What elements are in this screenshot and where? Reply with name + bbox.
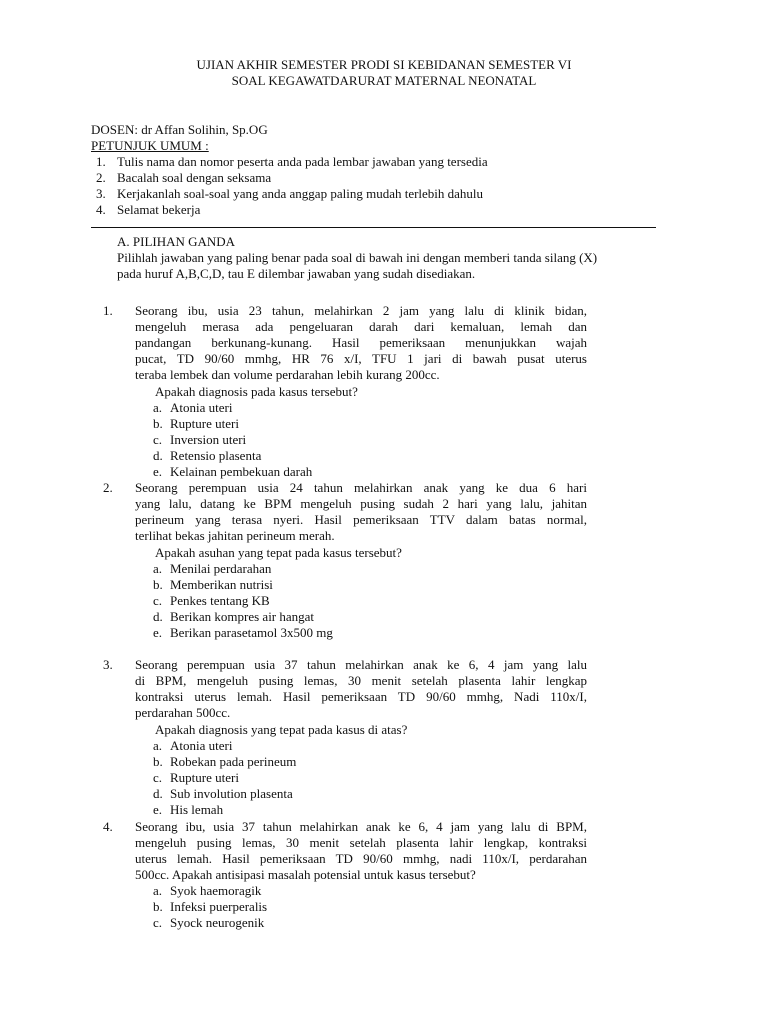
question-number: 2. bbox=[103, 480, 113, 495]
question-stem bbox=[135, 480, 587, 544]
option-text: His lemah bbox=[170, 802, 224, 817]
instruction-item: Tulis nama dan nomor peserta anda pada lembar jawaban yang tersedia bbox=[117, 154, 488, 169]
answer-option bbox=[153, 802, 223, 818]
stem-line: pandangan berkunang-kunang. Hasil pemeriksaan menunjukkan wajah bbox=[135, 335, 587, 350]
section-instruction: Pilihlah jawaban yang paling benar pada soal di bawah ini dengan memberi tanda silang (X) bbox=[117, 250, 598, 265]
option-text: Sub involution plasenta bbox=[170, 786, 293, 801]
stem-line: mengeluh merasa ada pengeluaran darah dari kemaluan, lemah dan bbox=[135, 319, 587, 334]
answer-option bbox=[153, 448, 261, 464]
option-letter: c. bbox=[153, 770, 163, 785]
option-text: Atonia uteri bbox=[170, 738, 233, 753]
stem-line: perdarahan 500cc. bbox=[135, 705, 231, 720]
answer-option bbox=[153, 593, 270, 609]
answer-option bbox=[153, 899, 267, 915]
option-text: Infeksi puerperalis bbox=[170, 899, 268, 914]
question-number: 3. bbox=[103, 657, 113, 672]
stem-line: mengeluh pusing lemas, 30 menit setelah plasenta lahir lengkap, kontraksi bbox=[135, 835, 587, 850]
question-prompt: Apakah diagnosis pada kasus tersebut? bbox=[155, 384, 358, 399]
option-letter: a. bbox=[153, 883, 163, 898]
option-letter: b. bbox=[153, 899, 163, 914]
option-letter: b. bbox=[153, 416, 163, 431]
answer-option bbox=[153, 577, 273, 593]
option-letter: d. bbox=[153, 609, 163, 624]
option-text: Kelainan pembekuan darah bbox=[170, 464, 313, 479]
option-text: Syok haemoragik bbox=[170, 883, 262, 898]
answer-option bbox=[153, 464, 312, 480]
question-stem bbox=[135, 303, 587, 383]
question-number: 4. bbox=[103, 819, 113, 834]
instruction-number: 3. bbox=[96, 186, 106, 201]
option-letter: b. bbox=[153, 577, 163, 592]
option-letter: c. bbox=[153, 915, 163, 930]
option-letter: a. bbox=[153, 738, 163, 753]
stem-line: yang lalu, datang ke BPM mengeluh pusing sudah 2 hari yang lalu, jahitan bbox=[135, 496, 587, 511]
option-text: Berikan kompres air hangat bbox=[170, 609, 315, 624]
section-instruction: pada huruf A,B,C,D, tau E dilembar jawaban yang sudah disediakan. bbox=[117, 266, 476, 281]
question-stem bbox=[135, 657, 587, 721]
option-letter: e. bbox=[153, 802, 163, 817]
option-text: Rupture uteri bbox=[170, 770, 239, 785]
option-letter: d. bbox=[153, 448, 163, 463]
stem-line: Seorang ibu, usia 23 tahun, melahirkan 2 jam yang lalu di klinik bidan, bbox=[135, 303, 587, 318]
stem-line: 500cc. Apakah antisipasi masalah potensial untuk kasus tersebut? bbox=[135, 867, 476, 882]
answer-option bbox=[153, 416, 239, 432]
answer-option bbox=[153, 770, 239, 786]
section-heading: A. PILIHAN GANDA bbox=[117, 234, 236, 249]
instruction-item: Kerjakanlah soal-soal yang anda anggap paling mudah terlebih dahulu bbox=[117, 186, 484, 201]
option-letter: c. bbox=[153, 593, 163, 608]
option-letter: a. bbox=[153, 561, 163, 576]
exam-subtitle: SOAL KEGAWATDARURAT MATERNAL NEONATAL bbox=[231, 73, 537, 88]
option-text: Atonia uteri bbox=[170, 400, 233, 415]
answer-option bbox=[153, 625, 333, 641]
option-letter: c. bbox=[153, 432, 163, 447]
option-letter: e. bbox=[153, 464, 163, 479]
answer-option bbox=[153, 883, 261, 899]
option-letter: a. bbox=[153, 400, 163, 415]
option-letter: e. bbox=[153, 625, 163, 640]
exam-title: UJIAN AKHIR SEMESTER PRODI SI KEBIDANAN SEMESTER VI bbox=[196, 57, 572, 72]
stem-line: perineum yang terasa nyeri. Hasil pemeriksaan TTV dalam batas normal, bbox=[135, 512, 587, 527]
lecturer-line: DOSEN: dr Affan Solihin, Sp.OG bbox=[91, 122, 268, 137]
divider-line bbox=[91, 227, 656, 228]
option-letter: b. bbox=[153, 754, 163, 769]
answer-option bbox=[153, 915, 264, 931]
question-prompt: Apakah asuhan yang tepat pada kasus tersebut? bbox=[155, 545, 402, 560]
question-number: 1. bbox=[103, 303, 113, 318]
stem-line: Seorang perempuan usia 24 tahun melahirkan anak yang ke dua 6 hari bbox=[135, 480, 587, 495]
answer-option bbox=[153, 432, 246, 448]
option-text: Syock neurogenik bbox=[170, 915, 265, 930]
stem-line: uterus lemah. Hasil pemeriksaan TD 90/60 mmhg, nadi 110x/I, perdarahan bbox=[135, 851, 587, 866]
question-stem bbox=[135, 819, 587, 883]
option-text: Robekan pada perineum bbox=[170, 754, 297, 769]
instruction-number: 1. bbox=[96, 154, 106, 169]
stem-line: pucat, TD 90/60 mmhg, HR 76 x/I, TFU 1 jari di bawah pusat uterus bbox=[135, 351, 587, 366]
answer-option bbox=[153, 754, 296, 770]
stem-line: Seorang ibu, usia 37 tahun melahirkan anak ke 6, 4 jam yang lalu di BPM, bbox=[135, 819, 587, 834]
answer-option bbox=[153, 786, 293, 802]
option-text: Berikan parasetamol 3x500 mg bbox=[170, 625, 333, 640]
option-text: Retensio plasenta bbox=[170, 448, 262, 463]
answer-option bbox=[153, 561, 271, 577]
option-text: Inversion uteri bbox=[170, 432, 247, 447]
stem-line: terlihat bekas jahitan perineum merah. bbox=[135, 528, 335, 543]
instruction-number: 2. bbox=[96, 170, 106, 185]
instruction-item: Selamat bekerja bbox=[117, 202, 201, 217]
question-prompt: Apakah diagnosis yang tepat pada kasus di atas? bbox=[155, 722, 408, 737]
instruction-item: Bacalah soal dengan seksama bbox=[117, 170, 272, 185]
stem-line: di BPM, mengeluh pusing lemas, 30 menit setelah plasenta lahir lengkap bbox=[135, 673, 587, 688]
option-text: Menilai perdarahan bbox=[170, 561, 272, 576]
answer-option bbox=[153, 738, 232, 754]
general-instructions-heading: PETUNJUK UMUM : bbox=[91, 138, 209, 153]
instruction-number: 4. bbox=[96, 202, 106, 217]
option-text: Memberikan nutrisi bbox=[170, 577, 273, 592]
answer-option bbox=[153, 400, 232, 416]
option-text: Rupture uteri bbox=[170, 416, 239, 431]
option-letter: d. bbox=[153, 786, 163, 801]
stem-line: Seorang perempuan usia 37 tahun melahirkan anak ke 6, 4 jam yang lalu bbox=[135, 657, 587, 672]
option-text: Penkes tentang KB bbox=[170, 593, 270, 608]
stem-line: teraba lembek dan volume perdarahan lebih kurang 200cc. bbox=[135, 367, 440, 382]
answer-option bbox=[153, 609, 314, 625]
stem-line: kontraksi uterus lemah. Hasil pemeriksaan TD 90/60 mmhg, Nadi 110x/I, bbox=[135, 689, 587, 704]
